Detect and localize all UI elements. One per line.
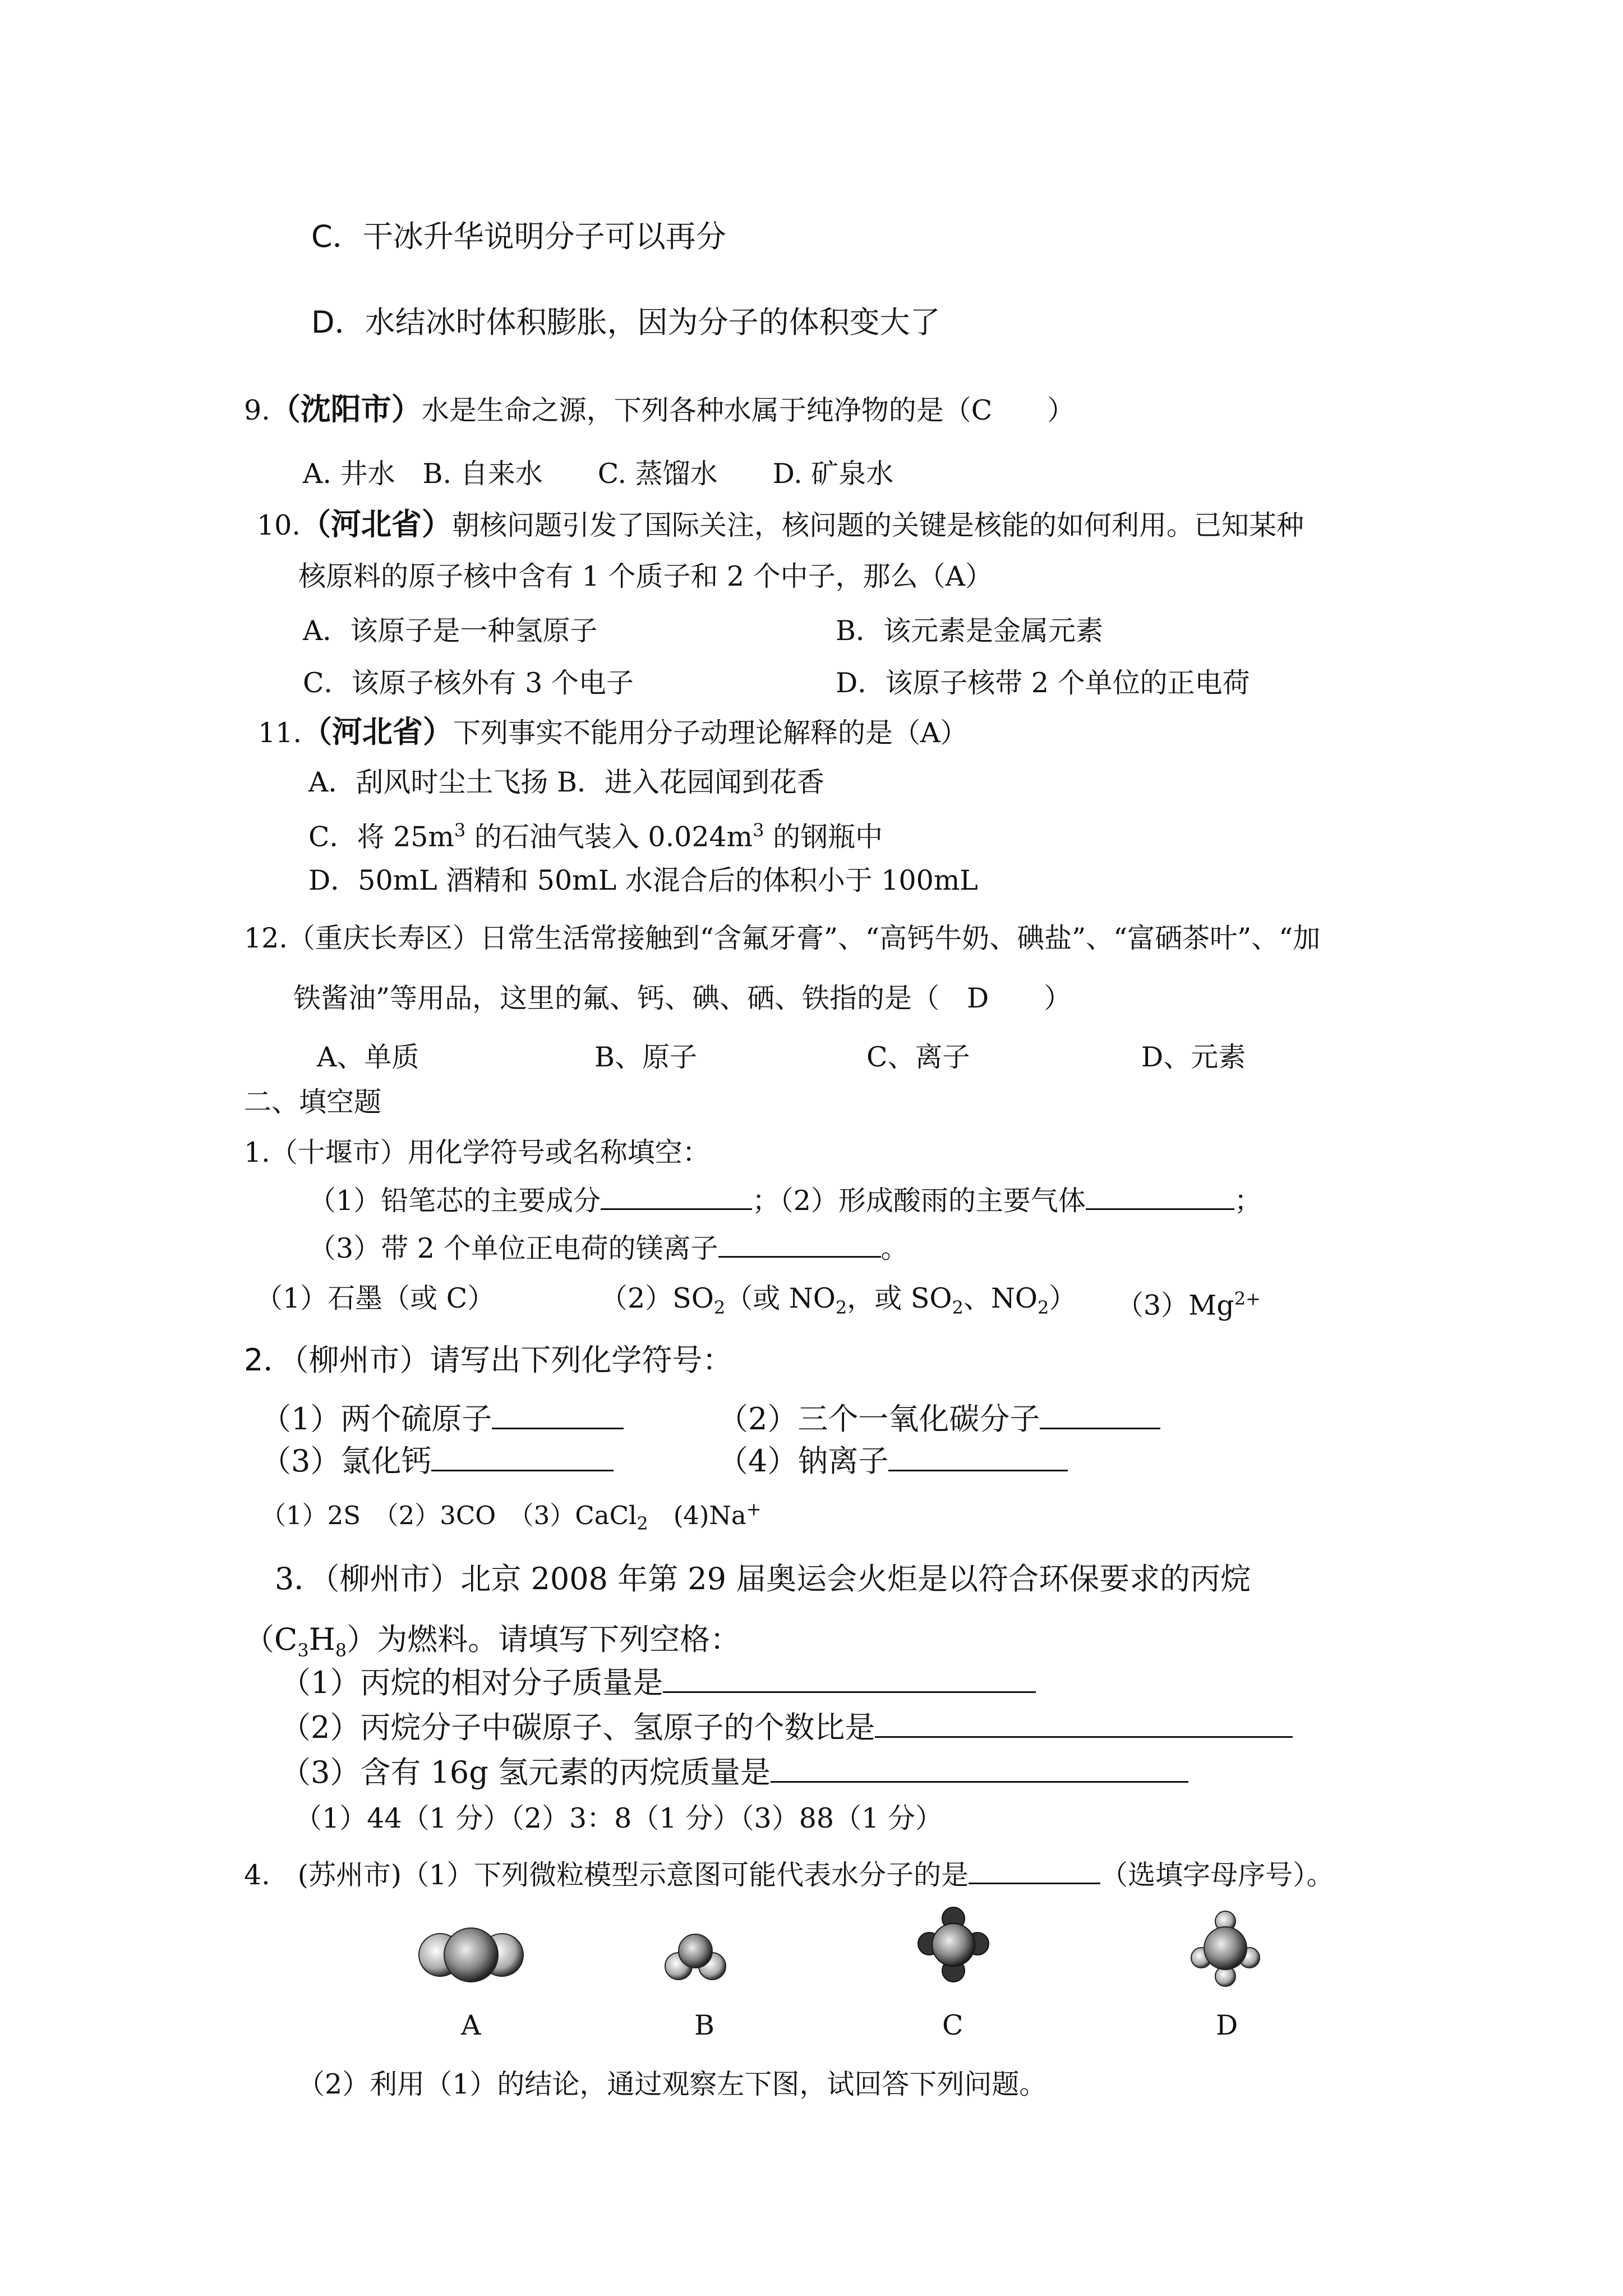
question-11-option-ab: A．刮风时尘土飞扬 B．进入花园闻到花香 — [308, 766, 824, 798]
answer-blank[interactable] — [718, 1231, 881, 1258]
question-12-line2: 铁酱油”等用品，这里的氟、钙、碘、硒、铁指的是（ D ） — [293, 982, 1072, 1014]
question-10-option-a: A．该原子是一种氢原子 — [303, 615, 598, 647]
question-number: 11. — [258, 717, 302, 749]
molecule-model-a[interactable] — [415, 1924, 527, 1986]
fill-question-1-answer-1: （1）石墨（或 C） — [255, 1282, 495, 1314]
question-12: 12.（重庆长寿区）日常生活常接触到“含氟牙膏”、“高钙牛奶、碘盐”、“富硒茶叶”、“加 — [244, 922, 1321, 954]
question-11-option-d: D．50mL 酒精和 50mL 水混合后的体积小于 100mL — [308, 864, 978, 896]
answer-blank[interactable] — [431, 1445, 614, 1471]
molecule-label-c: C — [942, 2009, 963, 2041]
fill-question-1-part-3: （3）带 2 个单位正电荷的镁离子 。 — [308, 1232, 909, 1264]
fill-question-4-line2: （2）利用（1）的结论，通过观察左下图，试回答下列问题。 — [297, 2068, 1047, 2100]
fill-question-2-part-1: （1）两个硫原子 — [261, 1402, 624, 1436]
question-number: 9. — [244, 394, 270, 426]
question-11 — [258, 715, 967, 750]
question-11-option-c: C．将 $25m^3$ 的石油气装入 $0.024m^3$ 的钢瓶中 — [308, 820, 883, 853]
answer-blank[interactable] — [492, 1403, 624, 1429]
answer-blank[interactable] — [1040, 1403, 1160, 1429]
source-tag: （河北省） — [300, 507, 452, 542]
question-12-option-a: A、单质 — [317, 1041, 419, 1073]
fill-question-3-answer: （1）44（1 分）（2）3：8（1 分）（3）88（1 分） — [294, 1802, 943, 1834]
source-tag: （河北省） — [301, 714, 453, 749]
question-12-option-b: B、原子 — [594, 1041, 698, 1073]
question-12-option-d: D、元素 — [1141, 1041, 1246, 1073]
fill-question-3-part-2: （2）丙烷分子中碳原子、氢原子的个数比是 — [280, 1711, 1293, 1745]
fill-question-2-part-4: （4）钠离子 — [718, 1444, 1068, 1478]
molecule-label-a: A — [461, 2009, 481, 2041]
option-d-water-freezing: D．水结冰时体积膨胀，因为分子的体积变大了 — [311, 305, 940, 340]
molecule-model-c[interactable] — [917, 1904, 990, 1989]
source-tag: （沈阳市） — [270, 392, 422, 427]
question-10-line2: 核原料的原子核中含有 1 个质子和 2 个中子，那么（A） — [298, 560, 993, 592]
answer-blank[interactable] — [875, 1711, 1293, 1738]
question-9-options: A. 井水 B. 自来水 C. 蒸馏水 D. 矿泉水 — [303, 458, 894, 490]
option-c-dry-ice: C．干冰升华说明分子可以再分 — [311, 219, 726, 254]
question-number: 10. — [257, 509, 301, 541]
question-10-option-b: B．该元素是金属元素 — [836, 615, 1104, 647]
fill-question-2-part-2: （2）三个一氧化碳分子 — [718, 1402, 1160, 1436]
fill-question-1-answer-2: $(2)SO_2$（或 $NO_2$，或 $SO_2$、$NO_2$） — [600, 1282, 1077, 1318]
fill-question-1: 1.（十堰市）用化学符号或名称填空： — [244, 1137, 710, 1168]
molecule-label-d: D — [1216, 2009, 1238, 2041]
question-10-option-c: C．该原子核外有 3 个电子 — [303, 667, 634, 699]
fill-question-3: 3．（柳州市）北京 2008 年第 29 届奥运会火炬是以符合环保要求的丙烷 — [275, 1561, 1251, 1596]
question-9 — [244, 393, 1075, 427]
section-heading: 二、填空题 — [244, 1086, 382, 1118]
fill-question-3-part-3: （3）含有 16g 氢元素的丙烷质量是 — [280, 1756, 1188, 1789]
fill-question-4: 4. (苏州市)（1）下列微粒模型示意图可能代表水分子的是 （选填字母序号）。 — [244, 1859, 1334, 1891]
answer-blank[interactable] — [1086, 1184, 1234, 1210]
fill-question-2-part-3: （3）氯化钙 — [261, 1444, 614, 1478]
fill-question-3-part-1: （1）丙烷的相对分子质量是 — [280, 1666, 1036, 1700]
question-text: 朝核问题引发了国际关注，核问题的关键是核能的如何利用。已知某种 — [451, 509, 1304, 541]
question-12-option-c: C、离子 — [866, 1041, 970, 1073]
answer-blank[interactable] — [601, 1184, 752, 1210]
answer-blank[interactable] — [969, 1858, 1100, 1884]
fill-question-1-parts-1-2: （1）铅笔芯的主要成分 ；（2）形成酸雨的主要气体 ； — [308, 1185, 1262, 1217]
molecule-model-b[interactable] — [662, 1924, 729, 1986]
fill-question-2-answer: （1）2S （2）3CO （3）CaCl$_2$ (4)Na+ — [261, 1498, 762, 1534]
answer-blank[interactable] — [771, 1756, 1188, 1783]
question-10 — [257, 508, 1304, 542]
question-text: 水是生命之源，下列各种水属于纯净物的是（C ） — [421, 394, 1075, 426]
question-text: 下列事实不能用分子动理论解释的是（A） — [453, 717, 968, 749]
molecule-model-d[interactable] — [1189, 1910, 1262, 1989]
answer-blank[interactable] — [888, 1445, 1068, 1471]
fill-question-2: 2．（柳州市）请写出下列化学符号： — [244, 1342, 733, 1378]
fill-question-3-line2: $(C_3H_8)$为燃料。请填写下列空格： — [244, 1622, 741, 1661]
molecule-label-b: B — [694, 2009, 715, 2041]
fill-question-1-answer-3: $(3)Mg^{2+}$ — [1116, 1288, 1261, 1322]
question-10-option-d: D．该原子核带 2 个单位的正电荷 — [836, 667, 1250, 699]
answer-blank[interactable] — [663, 1667, 1036, 1693]
